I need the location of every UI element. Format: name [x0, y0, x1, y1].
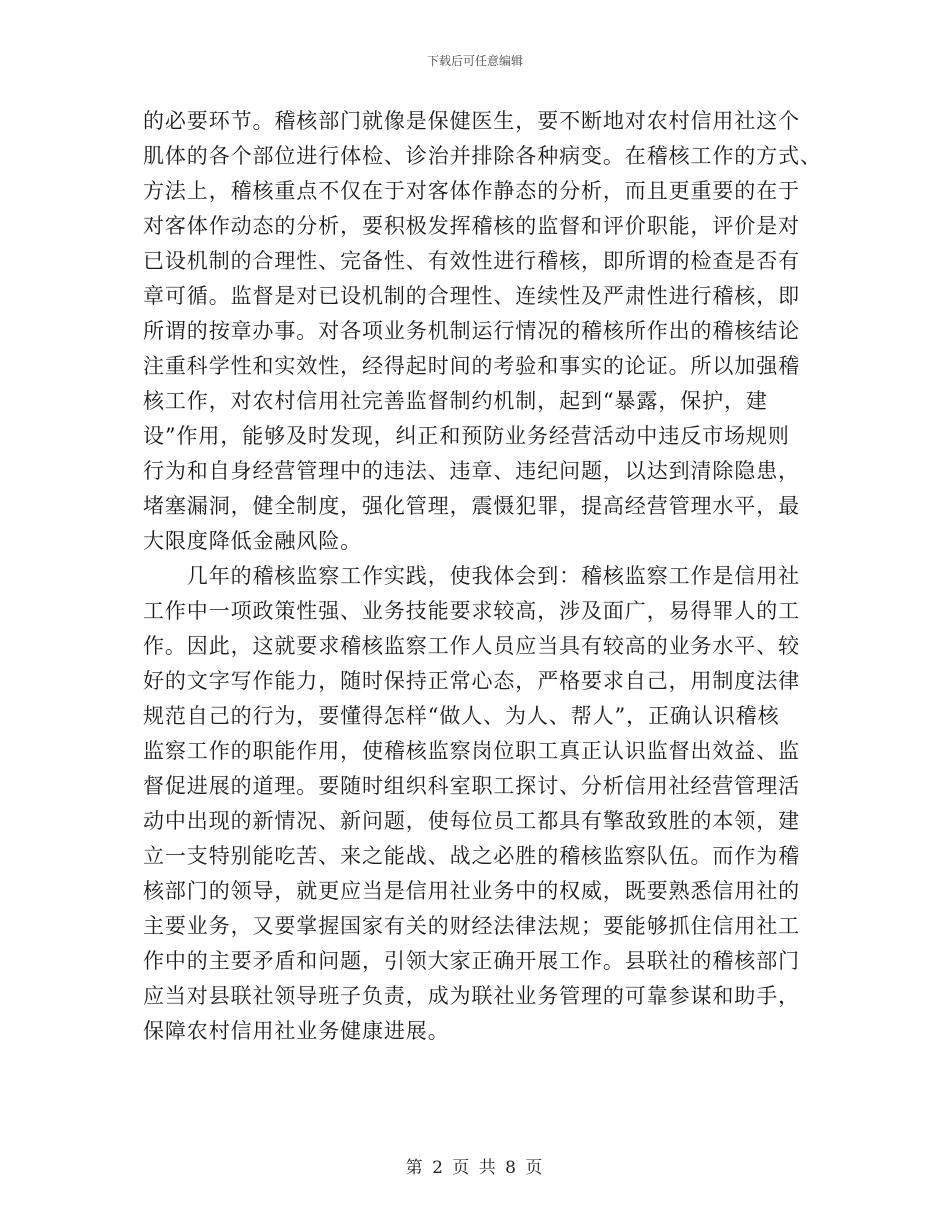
text-line: 作。因此，这就要求稽核监察工作人员应当具有较高的业务水平、较: [143, 634, 800, 658]
text-line: 应当对县联社领导班子负责，成为联社业务管理的可靠参谋和助手，: [143, 984, 800, 1008]
text-line: 的必要环节。稽核部门就像是保健医生，要不断地对农村信用社这个: [143, 109, 800, 133]
text-line: 工作中一项政策性强、业务技能要求较高，涉及面广，易得罪人的工: [143, 599, 800, 623]
text-line: 核工作，对农村信用社完善监督制约机制，起到“暴露，保护，建: [143, 389, 768, 413]
text-line: 章可循。监督是对已设机制的合理性、连续性及严肃性进行稽核，即: [143, 284, 800, 308]
text-line: 已设机制的合理性、完备性、有效性进行稽核，即所谓的检查是否有: [143, 249, 800, 273]
text-line: 动中出现的新情况、新问题，使每位员工都具有擎敌致胜的本领，建: [143, 809, 800, 833]
page-number: 第 2 页 共 8 页: [405, 1158, 545, 1178]
text-line: 所谓的按章办事。对各项业务机制运行情况的稽核所作出的稽核结论: [143, 319, 800, 343]
text-line: 行为和自身经营管理中的违法、违章、违纪问题，以达到清除隐患，: [143, 459, 800, 483]
text-line: 立一支特别能吃苦、来之能战、战之必胜的稽核监察队伍。而作为稽: [143, 844, 800, 868]
text-line: 保障农村信用社业务健康进展。: [143, 1019, 450, 1043]
document-body: [143, 104, 822, 1049]
text-line: 督促进展的道理。要随时组织科室职工探讨、分析信用社经营管理活: [143, 774, 800, 798]
text-line: 好的文字写作能力，随时保持正常心态，严格要求自己，用制度法律: [143, 669, 800, 693]
text-line: 主要业务，又要掌握国家有关的财经法律法规；要能够抓住信用社工: [143, 914, 800, 938]
text-line: 核部门的领导，就更应当是信用社业务中的权威，既要熟悉信用社的: [143, 879, 800, 903]
text-line: 几年的稽核监察工作实践，使我体会到：稽核监察工作是信用社: [143, 564, 800, 588]
page-header-note: 下载后可任意编辑: [426, 54, 523, 68]
text-line: 设”作用，能够及时发现，纠正和预防业务经营活动中违反市场规则: [143, 424, 790, 448]
text-line: 规范自己的行为，要懂得怎样“做人、为人、帮人”，正确认识稽核: [143, 704, 780, 728]
text-line: 作中的主要矛盾和问题，引领大家正确开展工作。县联社的稽核部门: [143, 949, 800, 973]
text-line: 堵塞漏洞，健全制度，强化管理，震慑犯罪，提高经营管理水平，最: [143, 494, 800, 518]
text-line: 监察工作的职能作用，使稽核监察岗位职工真正认识监督出效益、监: [143, 739, 800, 763]
text-line: 大限度降低金融风险。: [143, 529, 362, 553]
text-line: 方法上，稽核重点不仅在于对客体作静态的分析，而且更重要的在于: [143, 179, 800, 203]
text-line: 肌体的各个部位进行体检、诊治并排除各种病变。在稽核工作的方式、: [143, 144, 822, 168]
text-line: 注重科学性和实效性，经得起时间的考验和事实的论证。所以加强稽: [143, 354, 800, 378]
text-line: 对客体作动态的分析，要积极发挥稽核的监督和评价职能，评价是对: [143, 214, 800, 238]
